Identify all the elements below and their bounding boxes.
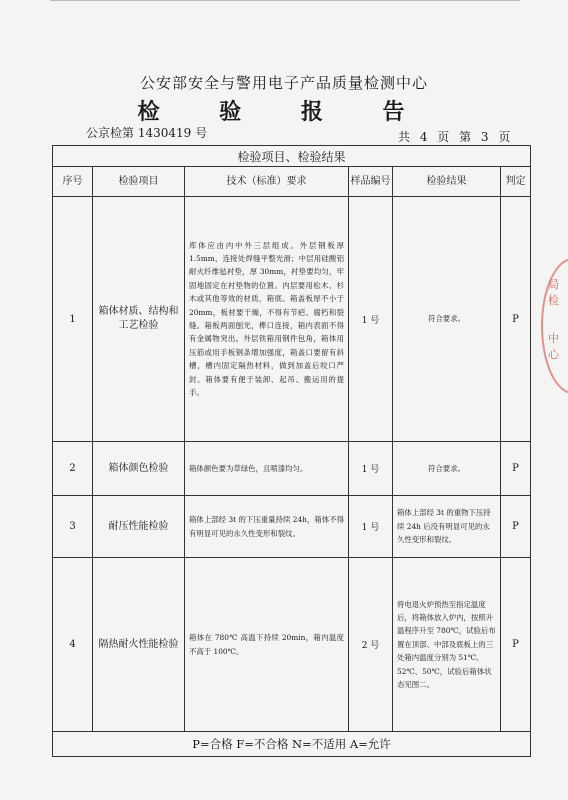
seal-text-top: 局检 (548, 278, 559, 307)
row-item: 箱体颜色检验 (93, 442, 185, 496)
table-row (53, 558, 531, 732)
row-number: 4 (53, 558, 93, 732)
report-number: 公京检第 1430419 号 (86, 126, 208, 140)
table-caption: 检验项目、检验结果 (53, 146, 531, 167)
row-verdict: P (501, 442, 531, 496)
column-header-no: 序号 (53, 167, 93, 197)
column-header-result: 检验结果 (393, 167, 501, 197)
row-sample: 1 号 (349, 442, 393, 496)
seal-text-bottom: 中心 (548, 332, 559, 361)
verdict-legend: P=合格 F=不合格 N=不适用 A=允许 (53, 732, 531, 757)
inspection-table (52, 145, 531, 757)
row-item: 隔热耐火性能检验 (93, 558, 185, 732)
column-header-requirement: 技术（标准）要求 (185, 167, 349, 197)
row-requirement: 箱体颜色要为草绿色，且喷漆均匀。 (185, 442, 349, 496)
table-row (53, 442, 531, 496)
row-verdict: P (501, 197, 531, 442)
report-title: 检 验 报 告 (137, 99, 431, 125)
row-verdict: P (501, 558, 531, 732)
row-requirement: 库体应由内中外三层组成。外层钢板厚 1.5mm，连接处焊缝平整光滑；中层用硅酸铝耐火纤维毡衬垫，厚 30mm，衬垫要均匀，牢固地固定在衬垫物的位置。内层要用松木、杉木或其他等效的材质，箱底、箱盖板厚不小于 20mm，板材要干燥，不得有节疤、腐朽和裂缝。箱板两面刨光，榫口连接，箱内表面不得有金属物突出。外层铁箱用钢件包角，箱体用压筋或用手板钢条增加强度，箱盖口要留有斜槽，槽内固定隔热材料，做到加盖后咬口严封。箱体要有便于装卸、起吊、搬运用的提手。 (185, 197, 349, 442)
legend-row (53, 732, 531, 757)
table-caption-row (53, 146, 531, 167)
column-header-sample: 样品编号 (349, 167, 393, 197)
page-info: 共 4 页 第 3 页 (398, 130, 511, 144)
page-top-edge (50, 0, 520, 1)
row-number: 1 (53, 197, 93, 442)
row-result: 符合要求。 (393, 442, 501, 496)
row-item: 箱体材质、结构和工艺检验 (93, 197, 185, 442)
table-header-row (53, 167, 531, 197)
table-row (53, 496, 531, 558)
row-result: 箱体上部经 3t 的重物下压持续 24h 后没有明显可见的永久性变形和裂纹。 (393, 496, 501, 558)
organization-name: 公安部安全与警用电子产品质量检测中心 (139, 74, 428, 92)
row-requirement: 箱体在 780℃ 高温下持续 20min，箱内温度不高于 100℃。 (185, 558, 349, 732)
row-verdict: P (501, 496, 531, 558)
row-result: 符合要求。 (393, 197, 501, 442)
table-row (53, 197, 531, 442)
row-sample: 1 号 (349, 197, 393, 442)
row-number: 3 (53, 496, 93, 558)
row-item: 耐压性能检验 (93, 496, 185, 558)
row-sample: 1 号 (349, 496, 393, 558)
row-number: 2 (53, 442, 93, 496)
row-sample: 2 号 (349, 558, 393, 732)
column-header-verdict: 判定 (501, 167, 531, 197)
row-result: 将电退火炉预热至指定温度后，将箱体放入炉内，按照升温程序升至 780℃，试验后布置在顶部、中部及底板上的三处箱内温度分别为 51℃、52℃、50℃，试验后箱体状态见图二。 (393, 558, 501, 732)
row-requirement: 箱体上部经 3t 的下压重量持续 24h，箱体不得有明显可见的永久性变形和裂纹。 (185, 496, 349, 558)
column-header-item: 检验项目 (93, 167, 185, 197)
